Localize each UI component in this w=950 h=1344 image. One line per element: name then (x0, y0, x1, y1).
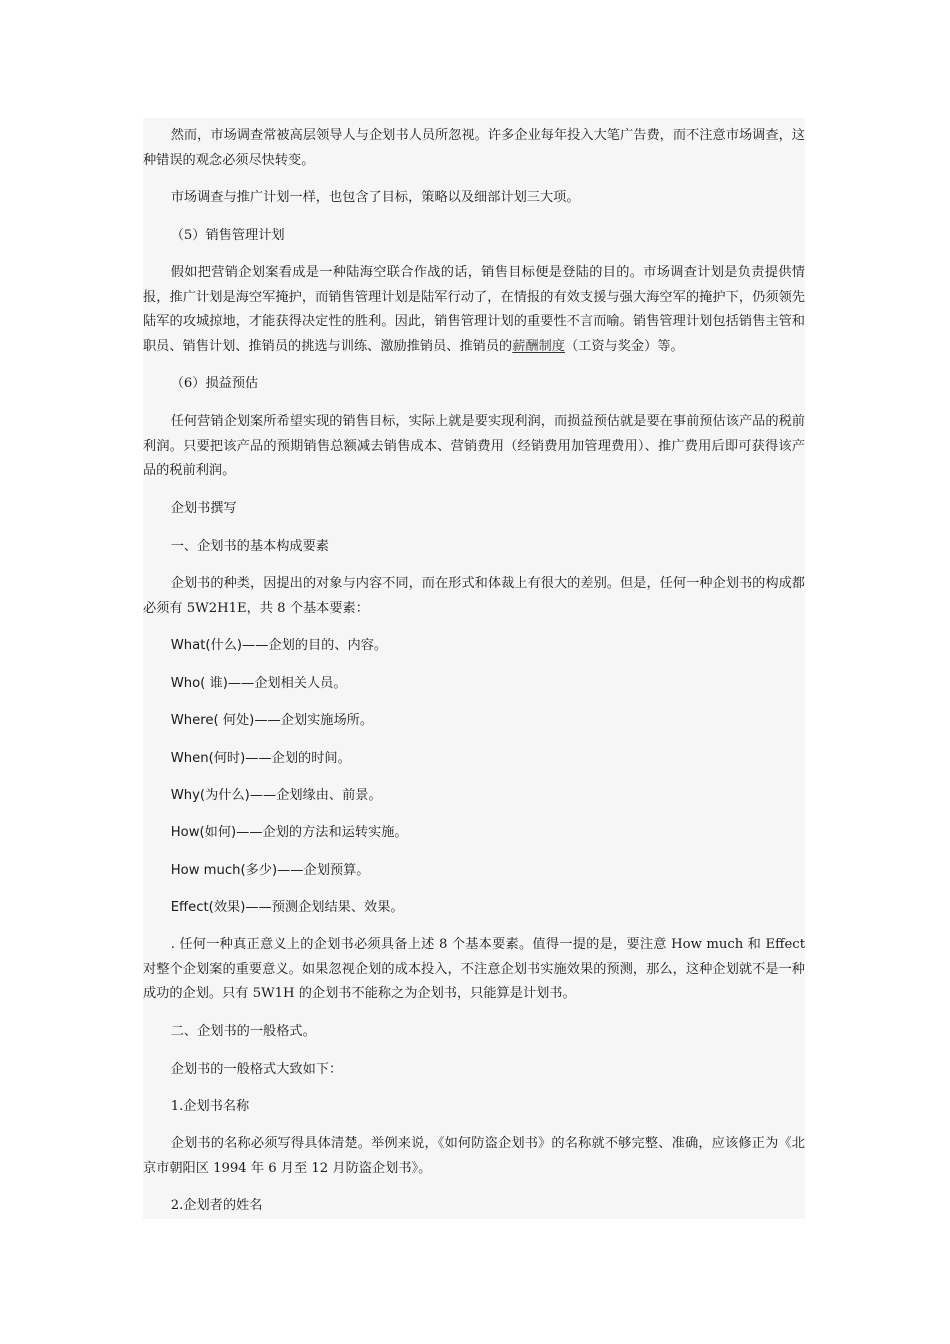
element-why: Why(为什么)——企划缘由、前景。 (170, 788, 382, 803)
paragraph-market-research-plan: 市场调查与推广计划一样，也包含了目标，策略以及细部计划三大项。 (170, 190, 580, 205)
element-when: When(何时)——企划的时间。 (170, 751, 351, 766)
element-where: Where( 何处)——企划实施场所。 (170, 713, 374, 728)
element-how: How(如何)——企划的方法和运转实施。 (170, 825, 408, 840)
element-what: What(什么)——企划的目的、内容。 (170, 638, 388, 653)
paragraph-proposal-types: 企划书的种类，因提出的对象与内容不同，而在形式和体裁上有很大的差别。但是，任何一种企划书的构成都必须有 5W2H1E，共 8 个基本要素： (143, 576, 805, 616)
element-who: Who( 谁)——企划相关人员。 (170, 676, 347, 691)
heading-basic-elements: 一、企划书的基本构成要素 (170, 539, 329, 554)
paragraph-sales-management-text: 假如把营销企划案看成是一种陆海空联合作战的话，销售目标便是登陆的目的。市场调查计划是负责提供情报，推广计划是海空军掩护，而销售管理计划是陆军行动了，在情报的有效支援与强大海空军的掩护下，仍须领先陆军的攻城掠地，才能获得决定性的胜利。因此，销售管理计划的重要性不言而喻。销售管理计划包括销售主管和职员、销售计划、推销员的挑选与训练、激励推销员、推销员的 (143, 265, 805, 354)
document-body (143, 118, 805, 1219)
element-how-much: How much(多少)——企划预算。 (170, 863, 370, 878)
paragraph-eight-elements-note: . 任何一种真正意义上的企划书必须具备上述 8 个基本要素。值得一提的是，要注意 How much 和 Effect 对整个企划案的重要意义。如果忽视企划的成本投入，不注意企划书实施效果的预测，那么，这种企划就不是一种成功的企划。只有 5W1H 的企划书不能称之为企划书，只能算是计划书。 (143, 937, 805, 1001)
paragraph-sales-management-tail: （工资与奖金）等。 (565, 338, 684, 354)
salary-system-link[interactable]: 薪酬制度 (512, 338, 565, 354)
heading-general-format: 二、企划书的一般格式。 (170, 1024, 316, 1039)
paragraph-general-format-intro: 企划书的一般格式大致如下： (170, 1062, 343, 1077)
heading-proposal-writing: 企划书撰写 (170, 501, 237, 516)
paragraph-sales-management (143, 261, 805, 359)
heading-sales-management-plan: （5）销售管理计划 (170, 228, 285, 243)
heading-profit-loss-estimate: （6）损益预估 (170, 376, 259, 391)
heading-planner-name: 2.企划者的姓名 (170, 1198, 263, 1213)
element-effect: Effect(效果)——预测企划结果、效果。 (170, 900, 404, 915)
paragraph-market-research-neglect: 然而，市场调查常被高层领导人与企划书人员所忽视。许多企业每年投入大笔广告费，而不注意市场调查，这种错误的观念必须尽快转变。 (143, 128, 805, 168)
heading-proposal-name: 1.企划书名称 (170, 1099, 250, 1114)
paragraph-profit-loss: 任何营销企划案所希望实现的销售目标，实际上就是要实现利润，而损益预估就是要在事前预估该产品的税前利润。只要把该产品的预期销售总额减去销售成本、营销费用（经销费用加管理费用）、推广费用后即可获得该产品的税前利润。 (143, 414, 805, 478)
paragraph-proposal-name: 企划书的名称必须写得具体清楚。举例来说，《如何防盗企划书》的名称就不够完整、准确，应该修正为《北京市朝阳区 1994 年 6 月至 12 月防盗企划书》。 (143, 1136, 805, 1176)
